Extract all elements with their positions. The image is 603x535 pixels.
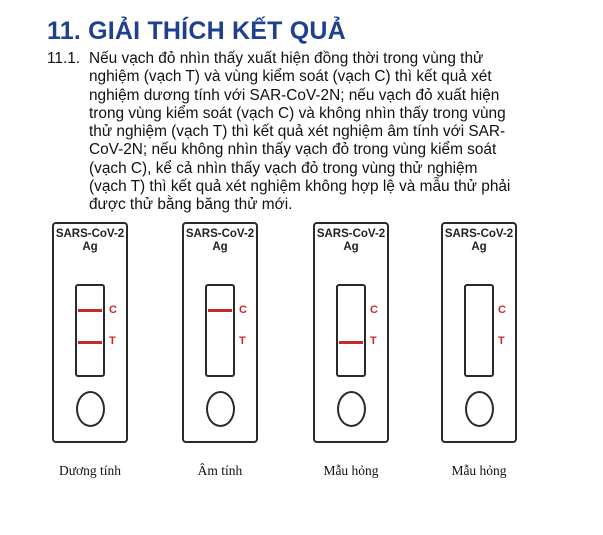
section-heading: 11. GIẢI THÍCH KẾT QUẢ bbox=[47, 17, 346, 45]
test-cassette-positive bbox=[52, 222, 128, 443]
test-line bbox=[339, 341, 363, 344]
test-cassette-invalid-no-lines bbox=[441, 222, 517, 443]
result-window bbox=[464, 284, 494, 377]
text-line: nghiệm (vạch T) và vùng kiểm soát (vạch C) thì kết quả xét bbox=[89, 68, 492, 86]
cassette-label-line1: SARS-CoV-2 bbox=[316, 228, 386, 240]
cassette-label-line2: Ag bbox=[212, 241, 228, 253]
cassette-label bbox=[184, 228, 256, 254]
text-line: được thử bằng băng thử mới. bbox=[89, 196, 293, 214]
caption-negative: Âm tính bbox=[197, 463, 243, 478]
control-line bbox=[78, 309, 102, 312]
cassette-label-line2: Ag bbox=[471, 241, 487, 253]
caption-invalid: Mẫu hỏng bbox=[451, 463, 507, 478]
caption-positive: Dương tính bbox=[58, 463, 122, 478]
result-window bbox=[205, 284, 235, 377]
cassette-label-line1: SARS-CoV-2 bbox=[185, 228, 255, 240]
sample-well bbox=[206, 391, 235, 427]
result-window bbox=[336, 284, 366, 377]
cassette-label-line1: SARS-CoV-2 bbox=[55, 228, 125, 240]
text-line: (vạch T) thì kết quả xét nghiệm không hợp lệ và mẫu thử phải bbox=[89, 178, 511, 196]
control-mark: C bbox=[239, 304, 247, 316]
test-mark: T bbox=[109, 335, 116, 347]
cassette-label bbox=[54, 228, 126, 254]
item-text bbox=[89, 50, 567, 215]
test-mark: T bbox=[370, 335, 377, 347]
sample-well bbox=[337, 391, 366, 427]
sample-well bbox=[465, 391, 494, 427]
text-line: thử nghiệm (vạch T) thì kết quả xét nghiệm âm tính với SAR- bbox=[89, 123, 506, 141]
cassette-label-line2: Ag bbox=[82, 241, 98, 253]
test-cassette-invalid-t-only bbox=[313, 222, 389, 443]
test-mark: T bbox=[498, 335, 505, 347]
text-line: nghiệm dương tính với SAR-CoV-2N; nếu vạch đỏ xuất hiện bbox=[89, 86, 500, 104]
text-line: Nếu vạch đỏ nhìn thấy xuất hiện đồng thời trong vùng thử bbox=[89, 50, 484, 67]
cassette-label-line2: Ag bbox=[343, 241, 359, 253]
cassette-label bbox=[443, 228, 515, 254]
cassette-label-line1: SARS-CoV-2 bbox=[444, 228, 514, 240]
test-line bbox=[78, 341, 102, 344]
text-line: (vạch C), kể cả nhìn thấy vạch đỏ trong vùng thử nghiệm bbox=[89, 159, 478, 177]
text-line: trong vùng kiểm soát (vạch C) và không nhìn thấy trong vùng bbox=[89, 104, 506, 122]
cassette-label bbox=[315, 228, 387, 254]
control-mark: C bbox=[109, 304, 117, 316]
text-line: CoV-2N; nếu không nhìn thấy vạch đỏ trong vùng kiểm soát bbox=[89, 141, 497, 159]
result-window bbox=[75, 284, 105, 377]
control-mark: C bbox=[370, 304, 378, 316]
caption-invalid: Mẫu hỏng bbox=[323, 463, 379, 478]
item-number: 11.1. bbox=[47, 50, 81, 67]
test-mark: T bbox=[239, 335, 246, 347]
test-cassette-negative bbox=[182, 222, 258, 443]
control-mark: C bbox=[498, 304, 506, 316]
sample-well bbox=[76, 391, 105, 427]
control-line bbox=[208, 309, 232, 312]
